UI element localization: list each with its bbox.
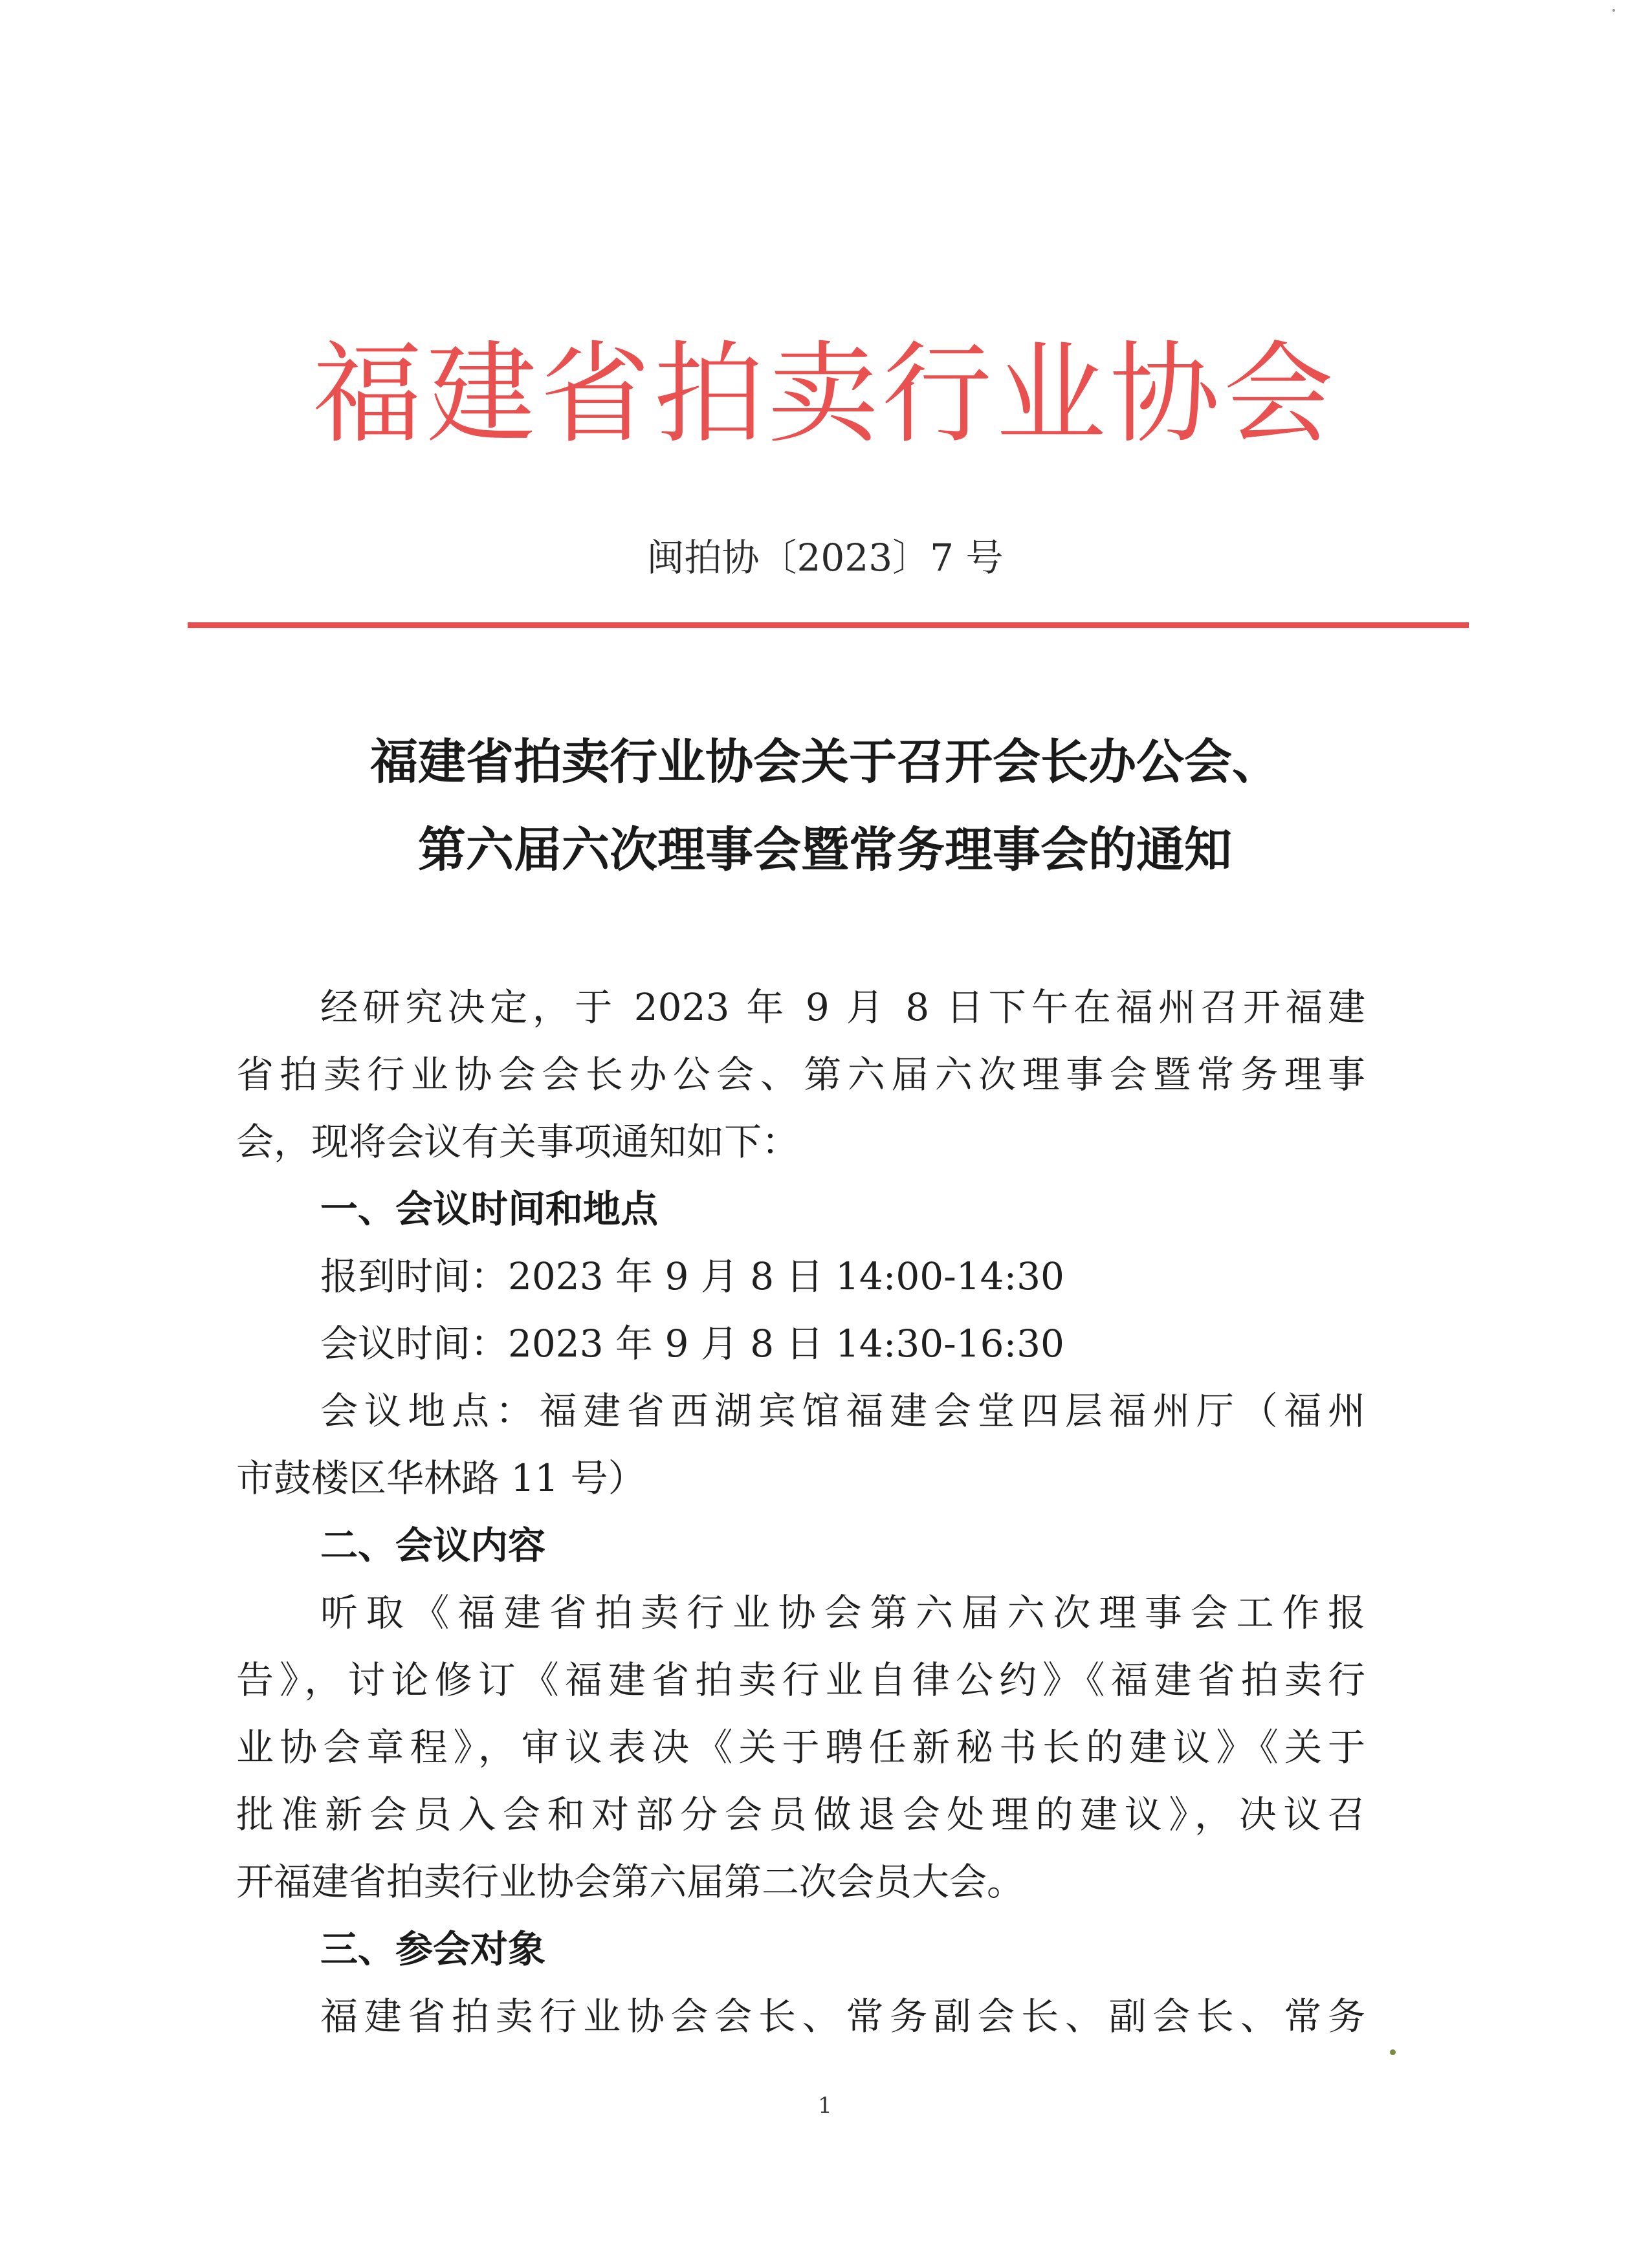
letterhead-title: 福建省拍卖行业协会	[312, 331, 1337, 459]
content-line: 批准新会员入会和对部分会员做退会处理的建议》，决议召	[236, 1793, 1365, 1837]
page-number: 1	[818, 2093, 832, 2119]
scan-speck	[1612, 9, 1615, 12]
intro-line: 经研究决定，于 2023 年 9 月 8 日下午在福州召开福建	[320, 985, 1365, 1029]
content-line: 业协会章程》，审议表决《关于聘任新秘书长的建议》《关于	[236, 1725, 1365, 1769]
checkin-time: 报到时间：2023 年 9 月 8 日 14:00-14:30	[320, 1254, 1064, 1298]
section-heading-content: 二、会议内容	[320, 1523, 546, 1567]
attendees-line: 福建省拍卖行业协会会长、常务副会长、副会长、常务	[320, 1994, 1365, 2038]
section-heading-attendees: 三、参会对象	[320, 1927, 546, 1971]
meeting-time: 会议时间：2023 年 9 月 8 日 14:30-16:30	[320, 1322, 1064, 1366]
venue-line: 会议地点：福建省西湖宾馆福建会堂四层福州厅（福州	[320, 1389, 1365, 1433]
notice-title-line-1: 福建省拍卖行业协会关于召开会长办公会、	[370, 734, 1280, 790]
intro-line: 会，现将会议有关事项通知如下：	[236, 1120, 800, 1164]
document-number: 闽拍协〔2023〕7 号	[646, 536, 1004, 580]
venue-line: 市鼓楼区华林路 11 号）	[236, 1456, 646, 1500]
notice-body	[236, 974, 1365, 2050]
scan-speck	[1390, 2049, 1396, 2055]
red-divider-line	[188, 622, 1469, 628]
notice-title-line-2: 第六届六次理事会暨常务理事会的通知	[418, 822, 1232, 878]
intro-line: 省拍卖行业协会会长办公会、第六届六次理事会暨常务理事	[236, 1052, 1365, 1096]
content-line: 告》，讨论修订《福建省拍卖行业自律公约》《福建省拍卖行	[236, 1658, 1365, 1702]
notice-title	[0, 718, 1650, 894]
content-line: 听取《福建省拍卖行业协会第六届六次理事会工作报	[320, 1591, 1365, 1635]
section-heading-time-venue: 一、会议时间和地点	[320, 1187, 659, 1231]
content-line: 开福建省拍卖行业协会第六届第二次会员大会。	[236, 1860, 1025, 1904]
